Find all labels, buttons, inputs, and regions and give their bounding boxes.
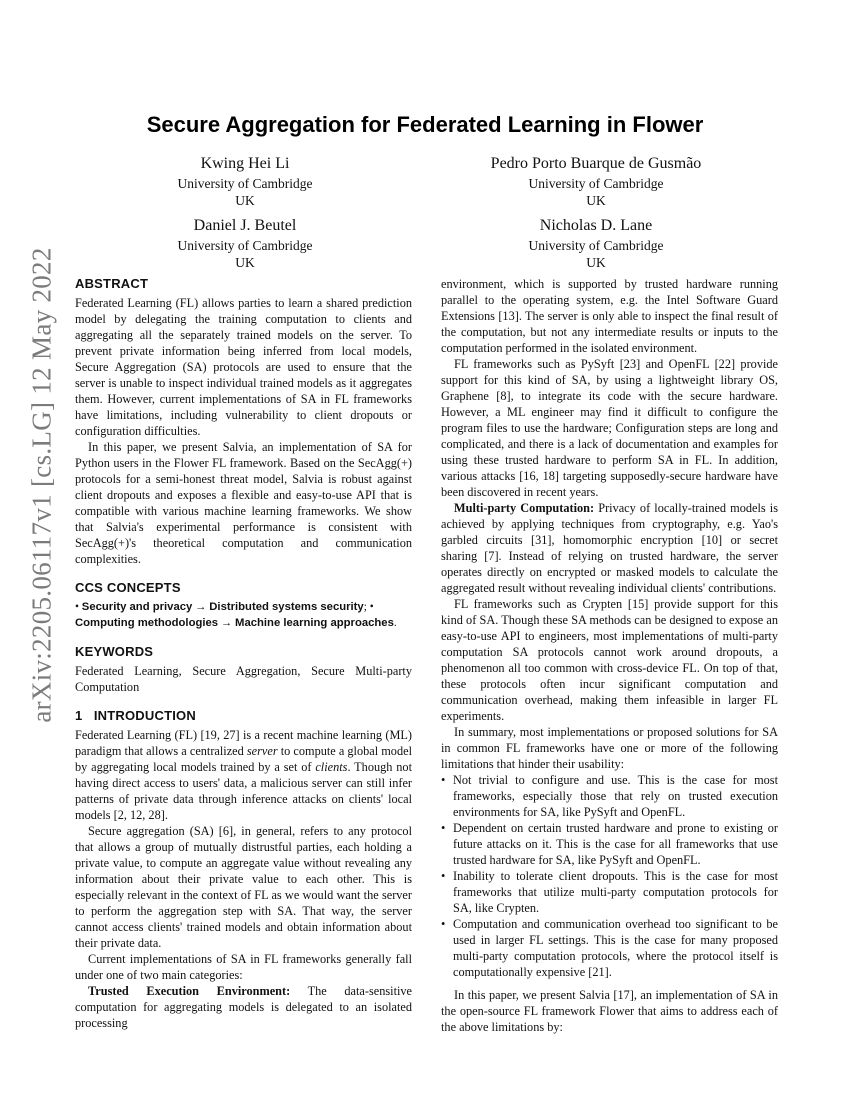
- pysyft-paragraph: FL frameworks such as PySyft [23] and OpenFL [22] provide support for this kind of SA, by using a lightweight library OS, Graphene [8], to integrate its code with the secure hardware. However, a ML engineer may find it difficult to configure the program files to use the hardware; Configuration steps are long and complicated, and there is a lack of documentation and examples for using these trusted hardware to perform SA in FL. In addition, various attacks [16, 18] targeting supposedly-secure hardware have been discovered in recent years.: [441, 357, 778, 499]
- ccs-concepts: • Security and privacy → Distributed systems security; • Computing methodologies → Machine learning approaches.: [75, 601, 397, 629]
- abstract-paragraph: In this paper, we present Salvia, an implementation of SA for Python users in the Flower FL framework. Based on the SecAgg(+) protocols for a semi-honest threat model, Salvia is robust against client dropouts and exposes a flexible and easy-to-use API that is compatible with various machine learning frameworks. We show that Salvia's experimental performance is consistent with SecAgg(+)'s theoretical computation and communication complexities.: [75, 440, 412, 566]
- author-country: UK: [235, 193, 255, 208]
- intro-paragraph: Secure aggregation (SA) [6], in general, refers to any protocol that allows a group of mutually distrustful parties, each holding a private value, to compute an aggregate value without revealing any information about their private value to each other. This is especially relevant in the context of FL as we would want the server to perform the aggregation step with SA. That way, the server cannot access clients' trained models and obtain information about their private data.: [75, 824, 412, 950]
- mpc-label: Multi-party Computation:: [454, 501, 595, 515]
- crypten-paragraph: FL frameworks such as Crypten [15] provide support for this kind of SA. Though these SA methods can be designed to expose an easy-to-use API to engineers, most implementations of multi-party computation SA protocols cannot work around dropouts, a phenomenon all too common with cross-device FL. On top of that, these protocols often incur significant computation and communication overhead, making them infeasible in larger FL experiments.: [441, 597, 778, 723]
- author-name: Nicholas D. Lane: [539, 217, 653, 234]
- limitations-list: [441, 772, 778, 980]
- intro-paragraph: Current implementations of SA in FL frameworks generally fall under one of two main categories:: [75, 952, 412, 982]
- list-item: • Inability to tolerate client dropouts. This is the case for most frameworks that utilize multi-party computation protocols for SA, like Crypten.: [441, 868, 778, 916]
- author-block: [436, 153, 756, 209]
- right-column: [441, 276, 778, 1035]
- arxiv-id: arXiv:2205.06117v1 [cs.LG] 12 May 2022: [26, 247, 57, 723]
- author-block: [85, 215, 405, 271]
- author-country: UK: [586, 193, 606, 208]
- paper-title: Secure Aggregation for Federated Learning in Flower: [146, 112, 704, 137]
- introduction-heading: 1 INTRODUCTION: [75, 708, 196, 723]
- tee-continuation: environment, which is supported by trusted hardware running parallel to the operating system, e.g. the Intel Software Guard Extensions [13]. The server is only able to inspect the final result of the computation, but not any intermediate results or inputs to the computation performed in the isolated environment.: [441, 277, 778, 355]
- arxiv-sidebar: [0, 247, 80, 723]
- summary-paragraph: In summary, most implementations or proposed solutions for SA in common FL frameworks have one or more of the following limitations that hinder their usability:: [441, 725, 778, 771]
- author-country: UK: [586, 255, 606, 270]
- author-block: [85, 153, 405, 209]
- list-item: • Computation and communication overhead too significant to be used in larger FL settings. This is the case for many proposed multi-party computation protocols, where the protocol itself is computationally expensive [21].: [441, 916, 778, 980]
- author-country: UK: [235, 255, 255, 270]
- abstract-heading: ABSTRACT: [75, 276, 149, 291]
- mpc-paragraph: Multi-party Computation: Privacy of locally-trained models is achieved by applying techniques from cryptography, e.g. Yao's garbled circuits [31], homomorphic encryption [10] or secret sharing [7]. Instead of relying on trusted hardware, the server operates directly on encrypted or masked models to calculate the aggregated result without revealing individual clients' contributions.: [441, 501, 778, 595]
- author-affiliation: University of Cambridge: [528, 238, 664, 253]
- author-name: Daniel J. Beutel: [193, 217, 297, 234]
- abstract-paragraph: Federated Learning (FL) allows parties to learn a shared prediction model by delegating the training computation to clients and aggregating all the separately trained models on the server. To prevent private information being inferred from local models, Secure Aggregation (SA) protocols are used to ensure that the server is unable to inspect individual trained models as it aggregates them. However, current implementations of SA in FL frameworks have limitations, including vulnerability to client dropouts or configuration difficulties.: [75, 296, 412, 438]
- keywords-text: Federated Learning, Secure Aggregation, Secure Multi-party Computation: [75, 664, 412, 694]
- author-name: Kwing Hei Li: [200, 155, 290, 172]
- author-block: [436, 215, 756, 271]
- keywords-heading: KEYWORDS: [75, 644, 154, 659]
- list-item: • Not trivial to configure and use. This is the case for most frameworks, especially those that rely on trusted execution environments for SA, like PySyft and OpenFL.: [441, 772, 778, 820]
- author-affiliation: University of Cambridge: [528, 176, 664, 191]
- intro-paragraph: Federated Learning (FL) [19, 27] is a recent machine learning (ML) paradigm that allows a centralized server to compute a global model by aggregating local models trained by a set of clients. Though not having direct access to users' data, a malicious server can still infer patterns of private data through inference attacks on clients' local models [2, 12, 28].: [75, 728, 413, 822]
- left-column: [75, 276, 412, 1031]
- ccs-heading: CCS CONCEPTS: [75, 580, 181, 595]
- author-affiliation: University of Cambridge: [177, 176, 313, 191]
- author-affiliation: University of Cambridge: [177, 238, 313, 253]
- tee-paragraph: Trusted Execution Environment: The data-sensitive computation for aggregating models is delegated to an isolated processing: [75, 984, 413, 1030]
- list-item: • Dependent on certain trusted hardware and prone to existing or future attacks on it. This is the case for all frameworks that use trusted hardware for SA, like PySyft and OpenFL.: [441, 820, 778, 868]
- final-paragraph: In this paper, we present Salvia [17], an implementation of SA in the open-source FL framework Flower that aims to address each of the above limitations by:: [441, 988, 778, 1034]
- tee-label: Trusted Execution Environment:: [88, 984, 291, 998]
- author-name: Pedro Porto Buarque de Gusmão: [490, 155, 702, 172]
